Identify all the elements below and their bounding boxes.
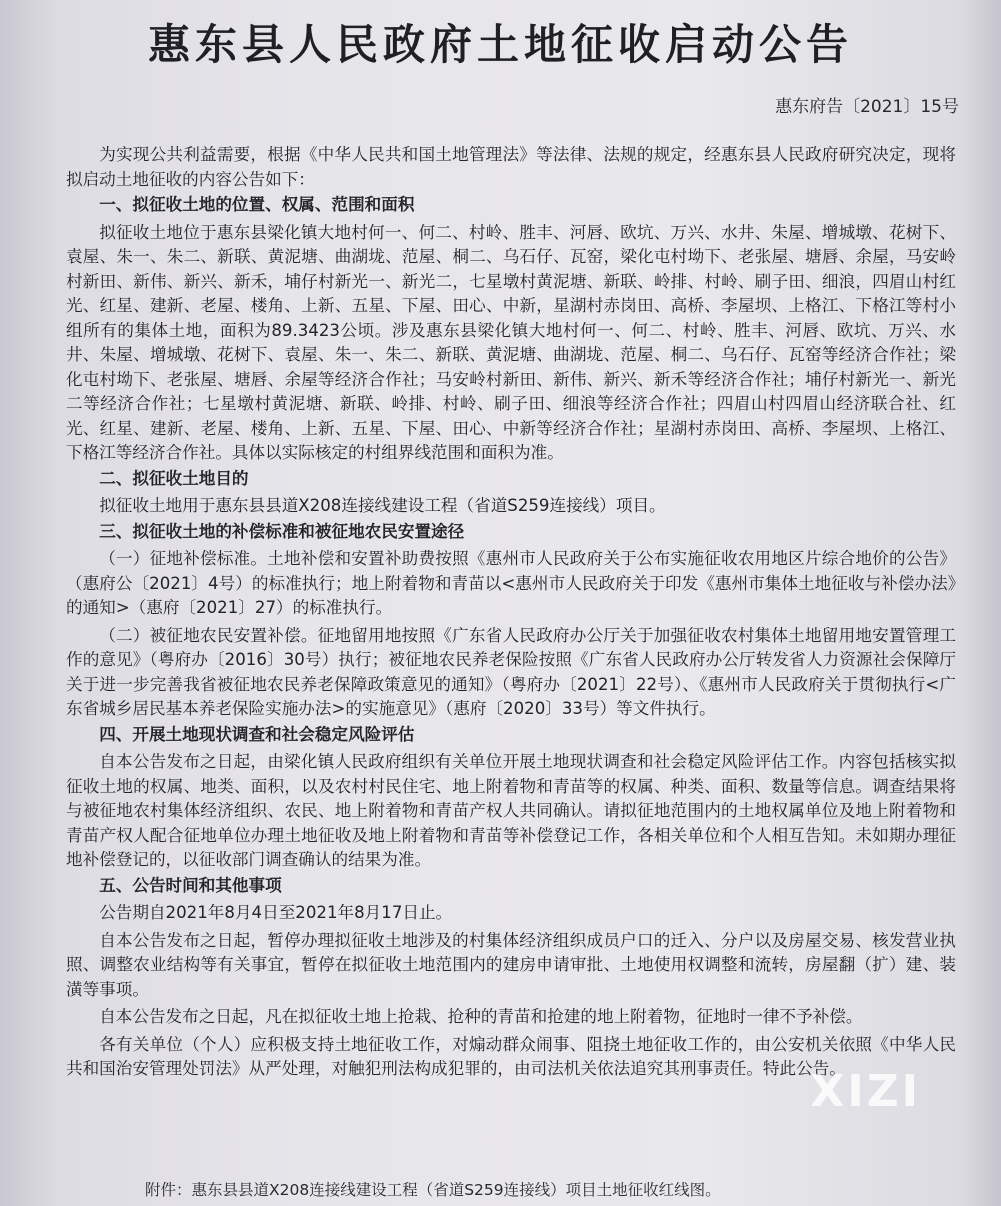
- paragraph: （一）征地补偿标准。土地补偿和安置补助费按照《惠州市人民政府关于公布实施征收农用地区片综合地价的公告》（惠府公〔2021〕4号）的标准执行；地上附着物和青苗以<惠州市人民政府关于印发《惠州市集体土地征收与补偿办法》的通知>（惠府〔2021〕27）的标准执行。: [66, 549, 956, 617]
- document-title: 惠东县人民政府土地征收启动公告: [147, 20, 853, 69]
- section-heading: 四、开展土地现状调查和社会稳定风险评估: [99, 724, 415, 744]
- paragraph: （二）被征地农民安置补偿。征地留用地按照《广东省人民政府办公厅关于加强征收农村集体土地留用地安置管理工作的意见》（粤府办〔2016〕30号）执行；被征地农民养老保险按照《广东省人民政府办公厅转发省人力资源社会保障厅关于进一步完善我省被征地农民养老保障政策意见的通知》（粤府办〔2021〕22号）、《惠州市人民政府关于贯彻执行<广东省城乡居民基本养老保险实施办法>的实施意见》（惠府〔2020〕33号）等文件执行。: [66, 625, 956, 718]
- document-body: [66, 140, 956, 1082]
- paragraph: 拟征收土地用于惠东县县道X208连接线建设工程（省道S259连接线）项目。: [99, 496, 666, 515]
- section-heading: 二、拟征收土地目的: [99, 468, 249, 488]
- attachment-note: 附件：惠东县县道X208连接线建设工程（省道S259连接线）项目土地征收红线图。: [145, 1181, 721, 1199]
- paragraph: 自本公告发布之日起，由梁化镇人民政府组织有关单位开展土地现状调查和社会稳定风险评估工作。内容包括核实拟征收土地的权属、地类、面积，以及农村村民住宅、地上附着物和青苗等的权属、种类、面积、数量等信息。调查结果将与被征地农村集体经济组织、农民、地上附着物和青苗产权人共同确认。请拟征地范围内的土地权属单位及地上附着物和青苗产权人配合征地单位办理土地征收及地上附着物和青苗等补偿登记工作，各相关单位和个人相互告知。未如期办理征地补偿登记的，以征收部门调查确认的结果为准。: [66, 752, 956, 869]
- paragraph: 为实现公共利益需要，根据《中华人民共和国土地管理法》等法律、法规的规定，经惠东县人民政府研究决定，现将拟启动土地征收的内容公告如下：: [66, 145, 956, 189]
- section-heading: 五、公告时间和其他事项: [99, 875, 282, 895]
- section-heading: 三、拟征收土地的补偿标准和被征地农民安置途径: [99, 521, 465, 541]
- section-heading: 一、拟征收土地的位置、权属、范围和面积: [99, 195, 415, 214]
- watermark-logo: XIZI: [810, 1066, 921, 1117]
- document-number: 惠东府告〔2021〕15号: [775, 97, 959, 117]
- paragraph: 自本公告发布之日起，凡在拟征收土地上抢栽、抢种的青苗和抢建的地上附着物，征地时一律不予补偿。: [99, 1007, 863, 1026]
- paragraph: 各有关单位（个人）应积极支持土地征收工作，对煽动群众闹事、阻挠土地征收工作的，由公安机关依照《中华人民共和国治安管理处罚法》从严处理，对触犯刑法构成犯罪的，由司法机关依法追究其刑事责任。特此公告。: [66, 1034, 956, 1078]
- paragraph: 拟征收土地位于惠东县梁化镇大地村何一、何二、村岭、胜丰、河唇、欧坑、万兴、水井、朱屋、增城墩、花树下、袁屋、朱一、朱二、新联、黄泥塘、曲湖垅、范屋、桐二、乌石仔、瓦窑，梁化屯村坳下、老张屋、塘唇、余屋，马安岭村新田、新伟、新兴、新禾，埔仔村新光一、新光二，七星墩村黄泥塘、新联、岭排、村岭、刷子田、细浪，四眉山村红光、红星、建新、老屋、楼角、上新、五星、下屋、田心、中新，星湖村赤岗田、高桥、李屋坝、上格江、下格江等村小组所有的集体土地，面积为89.3423公顷。涉及惠东县梁化镇大地村何一、何二、村岭、胜丰、河唇、欧坑、万兴、水井、朱屋、增城墩、花树下、袁屋、朱一、朱二、新联、黄泥塘、曲湖垅、范屋、桐二、乌石仔、瓦窑等经济合作社；梁化屯村坳下、老张屋、塘唇、余屋等经济合作社；马安岭村新田、新伟、新兴、新禾等经济合作社；埔仔村新光一、新光二等经济合作社；七星墩村黄泥塘、新联、岭排、村岭、刷子田、细浪等经济合作社；四眉山村四眉山经济联合社、红光、红星、建新、老屋、楼角、上新、五星、下屋、田心、中新等经济合作社；星湖村赤岗田、高桥、李屋坝、上格江、下格江等经济合作社。具体以实际核定的村组界线范围和面积为准。: [66, 222, 956, 462]
- paragraph: 公告期自2021年8月4日至2021年8月17日止。: [99, 903, 453, 922]
- paragraph: 自本公告发布之日起，暂停办理拟征收土地涉及的村集体经济组织成员户口的迁入、分户以及房屋交易、核发营业执照、调整农业结构等有关事宜，暂停在拟征收土地范围内的建房申请审批、土地使用权调整和流转，房屋翻（扩）建、装潢等事项。: [66, 930, 956, 999]
